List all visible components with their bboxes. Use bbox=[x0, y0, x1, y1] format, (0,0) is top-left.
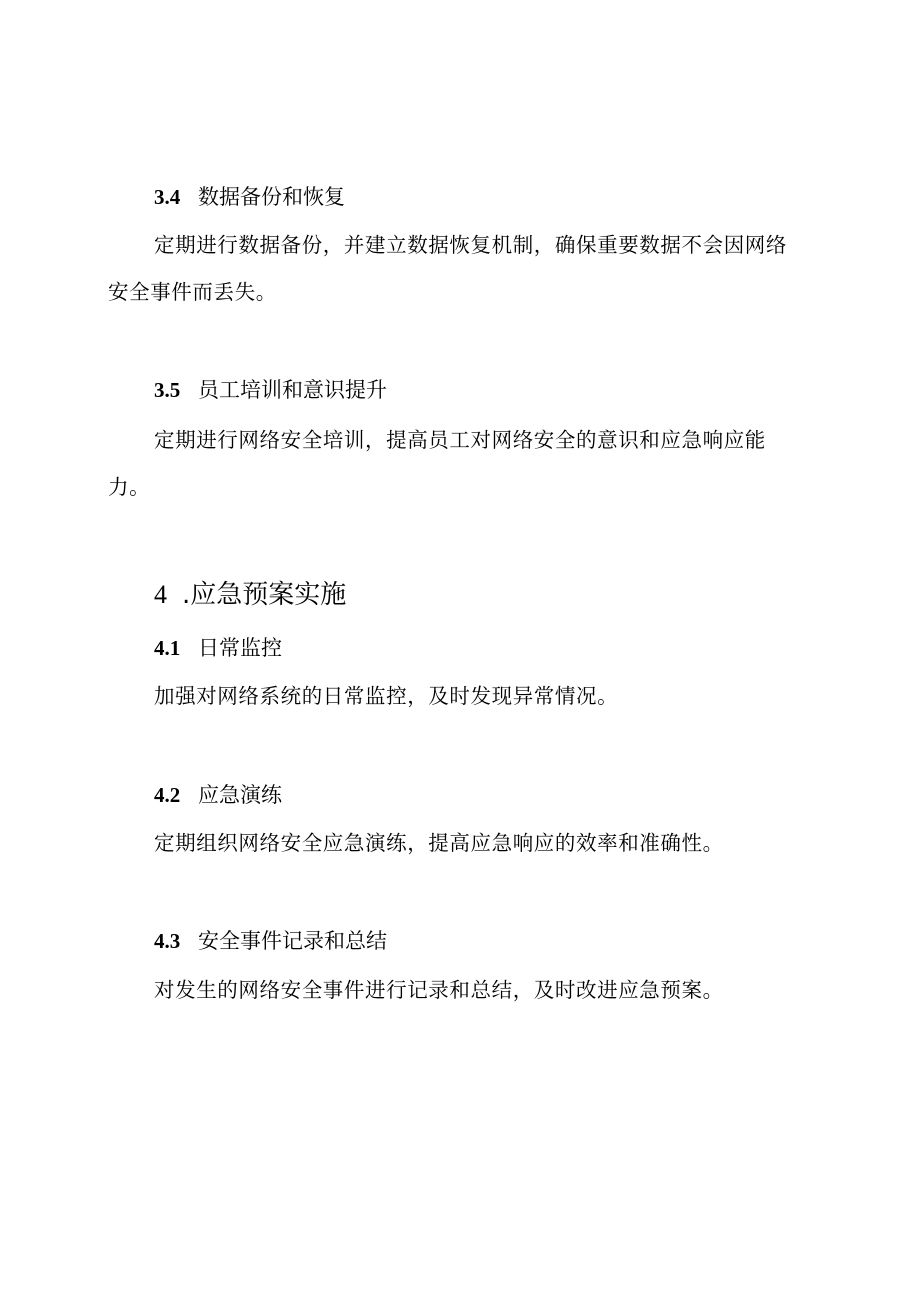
section-body-3-4: 定期进行数据备份，并建立数据恢复机制，确保重要数据不会因网络安全事件而丢失。 bbox=[108, 233, 787, 304]
section-number: 4.1 bbox=[154, 636, 181, 660]
section-title: 安全事件记录和总结 bbox=[198, 929, 387, 953]
section-title: 应急演练 bbox=[198, 783, 282, 807]
section-title: 日常监控 bbox=[198, 636, 282, 660]
chapter-title: .应急预案实施 bbox=[182, 580, 347, 610]
section-number: 4.3 bbox=[154, 929, 181, 953]
section-title: 员工培训和意识提升 bbox=[198, 378, 387, 402]
section-body-4-1: 加强对网络系统的日常监控，及时发现异常情况。 bbox=[154, 684, 619, 708]
section-heading-4-1 bbox=[154, 634, 282, 662]
section-number: 3.4 bbox=[154, 185, 181, 209]
section-number: 4.2 bbox=[154, 783, 181, 807]
section-body-3-5: 定期进行网络安全培训，提高员工对网络安全的意识和应急响应能力。 bbox=[108, 428, 766, 499]
section-body-4-2: 定期组织网络安全应急演练，提高应急响应的效率和准确性。 bbox=[154, 831, 724, 855]
section-number: 3.5 bbox=[154, 378, 181, 402]
section-heading-3-5 bbox=[154, 376, 387, 404]
section-heading-4-3 bbox=[154, 927, 387, 955]
section-body-4-3: 对发生的网络安全事件进行记录和总结，及时改进应急预案。 bbox=[154, 978, 724, 1002]
section-title: 数据备份和恢复 bbox=[198, 185, 345, 209]
chapter-number: 4 bbox=[154, 580, 167, 609]
chapter-heading-4 bbox=[154, 578, 346, 612]
section-heading-4-2 bbox=[154, 781, 282, 809]
section-heading-3-4 bbox=[154, 183, 345, 211]
